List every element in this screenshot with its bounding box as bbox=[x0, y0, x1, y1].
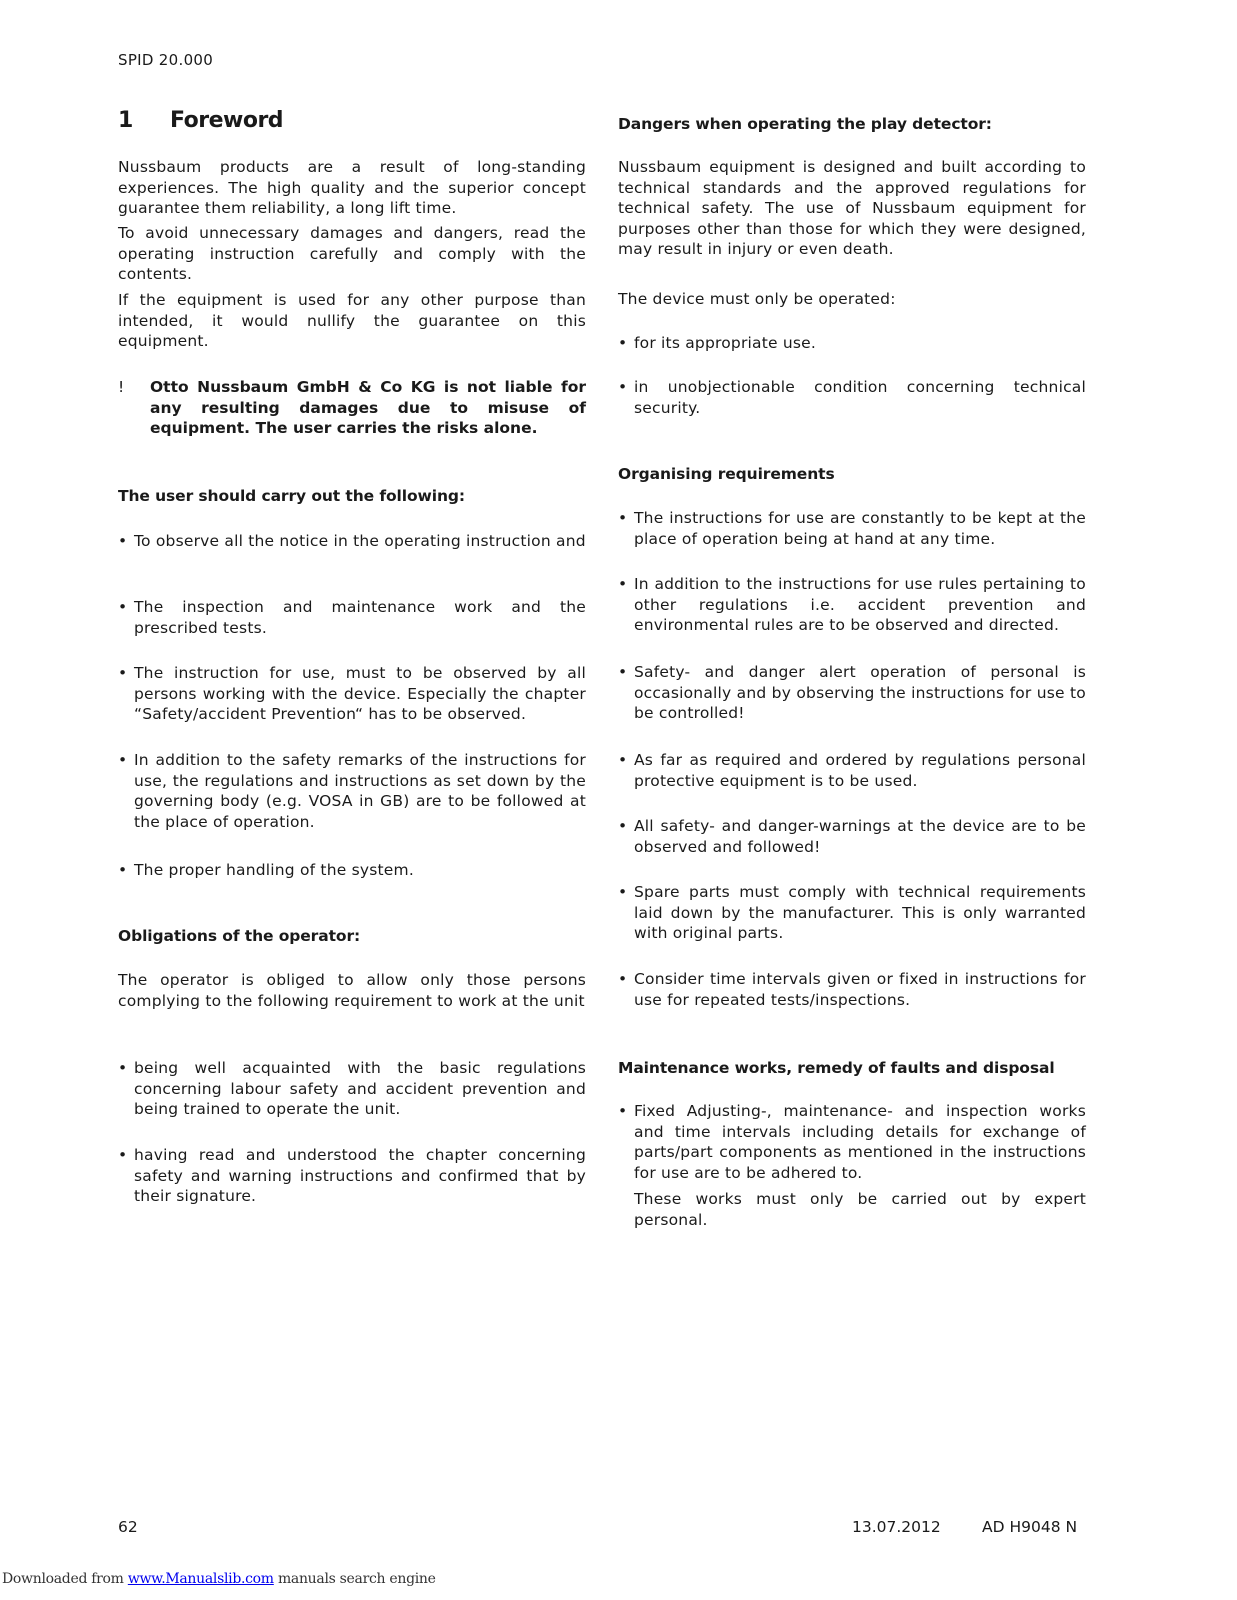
page-number: 62 bbox=[118, 1518, 138, 1536]
dangers-heading: Dangers when operating the play detector: bbox=[618, 115, 992, 133]
user-list-item: • The instruction for use, must to be observed by all persons working with the device. Especially the chapter “Safety/accident Prevention“ has to be observed. bbox=[118, 664, 586, 723]
download-suffix: manuals search engine bbox=[273, 1571, 436, 1587]
operator-list-item: • having read and understood the chapter concerning safety and warning instructions and confirmed that by their signature. bbox=[118, 1146, 586, 1205]
footer-doc-ref: AD H9048 N bbox=[982, 1518, 1078, 1536]
download-notice bbox=[2, 1571, 436, 1587]
user-list-item: • To observe all the notice in the operating instruction and bbox=[118, 532, 586, 550]
user-list-item: • The inspection and maintenance work and the prescribed tests. bbox=[118, 598, 586, 637]
operated-list-item: • for its appropriate use. bbox=[618, 334, 817, 352]
operated-intro: The device must only be operated: bbox=[618, 290, 896, 308]
section-title: Foreword bbox=[170, 108, 284, 133]
organising-list-item: • Safety- and danger alert operation of personal is occasionally and by observing the instructions for use to be controlled! bbox=[618, 663, 1086, 722]
organising-list-item: • All safety- and danger-warnings at the device are to be observed and followed! bbox=[618, 817, 1086, 856]
user-list-item: • In addition to the safety remarks of the instructions for use, the regulations and instructions as set down by the governing body (e.g. VOSA in GB) are to be followed at the place of operation. bbox=[118, 751, 586, 831]
operator-heading: Obligations of the operator: bbox=[118, 927, 361, 945]
organising-list-item: • The instructions for use are constantly to be kept at the place of operation being at hand at any time. bbox=[618, 509, 1086, 548]
manualslib-link[interactable]: www.Manualslib.com bbox=[127, 1571, 274, 1587]
maintenance-list-item: • Fixed Adjusting-, maintenance- and inspection works and time intervals including details for exchange of parts/part components as mentioned in the instructions for use are to be adhered to. bbox=[618, 1102, 1086, 1182]
warning-text: Otto Nussbaum GmbH & Co KG is not liable for any resulting damages due to misuse of equipment. The user carries the risks alone. bbox=[150, 378, 586, 437]
organising-heading: Organising requirements bbox=[618, 465, 835, 483]
maintenance-note: These works must only be carried out by expert personal. bbox=[634, 1190, 1086, 1229]
organising-list-item: • As far as required and ordered by regulations personal protective equipment is to be used. bbox=[618, 751, 1086, 790]
organising-list-item: • In addition to the instructions for use rules pertaining to other regulations i.e. accident prevention and environmental rules are to be observed and directed. bbox=[618, 575, 1086, 634]
maintenance-heading: Maintenance works, remedy of faults and disposal bbox=[618, 1059, 1055, 1077]
download-prefix: Downloaded from bbox=[2, 1571, 124, 1587]
operator-list-item: • being well acquainted with the basic regulations concerning labour safety and accident prevention and being trained to operate the unit. bbox=[118, 1059, 586, 1118]
section-number: 1 bbox=[118, 108, 133, 133]
footer-date: 13.07.2012 bbox=[852, 1518, 941, 1536]
intro-paragraph-1: Nussbaum products are a result of long-standing experiences. The high quality and the superior concept guarantee them reliability, a long lift time. bbox=[118, 158, 586, 217]
intro-paragraph-2: To avoid unnecessary damages and dangers, read the operating instruction carefully and comply with the contents. bbox=[118, 224, 586, 283]
organising-list-item: • Consider time intervals given or fixed in instructions for use for repeated tests/inspections. bbox=[618, 970, 1086, 1009]
organising-list-item: • Spare parts must comply with technical requirements laid down by the manufacturer. This is only warranted with original parts. bbox=[618, 883, 1086, 942]
intro-paragraph-3: If the equipment is used for any other purpose than intended, it would nullify the guarantee on this equipment. bbox=[118, 291, 586, 350]
warning-mark: ! bbox=[118, 378, 125, 396]
document-code: SPID 20.000 bbox=[118, 51, 214, 69]
liability-warning bbox=[118, 377, 586, 439]
operated-list-item: • in unobjectionable condition concerning technical security. bbox=[618, 378, 1086, 417]
section-heading bbox=[118, 108, 283, 133]
user-heading: The user should carry out the following: bbox=[118, 487, 465, 505]
dangers-paragraph: Nussbaum equipment is designed and built according to technical standards and the approved regulations for technical safety. The use of Nussbaum equipment for purposes other than those for which they were designed, may result in injury or even death. bbox=[618, 158, 1086, 258]
user-list-item: • The proper handling of the system. bbox=[118, 861, 414, 879]
operator-intro: The operator is obliged to allow only those persons complying to the following requirement to work at the unit bbox=[118, 971, 586, 1010]
